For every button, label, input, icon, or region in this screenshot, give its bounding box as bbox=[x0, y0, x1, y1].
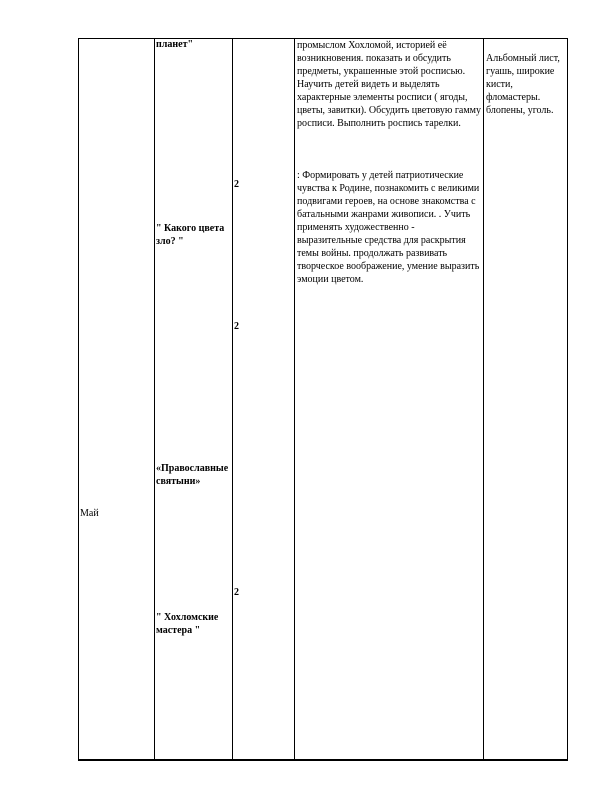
topic-title: планет" bbox=[156, 39, 194, 50]
hours-value: 2 bbox=[234, 587, 239, 598]
hours-value: 2 bbox=[234, 321, 239, 332]
table-left-border bbox=[78, 38, 79, 760]
table-right-border bbox=[567, 38, 568, 760]
column-divider bbox=[294, 38, 295, 760]
topic-title: «Православные святыни» bbox=[156, 463, 229, 487]
month-label: Май bbox=[80, 508, 99, 519]
column-divider bbox=[483, 38, 484, 760]
table-bottom-border bbox=[78, 759, 568, 761]
materials-list: Альбомный лист, гуашь, широкие кисти, фломастеры. блопены, уголь. bbox=[486, 53, 560, 116]
topic-title: " Хохломские мастера " bbox=[156, 612, 219, 636]
column-divider bbox=[232, 38, 233, 760]
column-divider bbox=[154, 38, 155, 760]
topic-title: " Какого цвета зло? " bbox=[156, 223, 225, 247]
hours-value: 2 bbox=[234, 179, 239, 190]
lesson-content: промыслом Хохломой, историей её возникновения. показать и обсудить предметы, украшенные этой росписью. Научить детей видеть и выделять характерные элементы росписи ( ягоды, цветы, завитки). Обсудить цветовую гамму росписи. Выполнить роспись тарелки. bbox=[297, 40, 482, 129]
lesson-content: : Формировать у детей патриотические чувства к Родине, познакомить с великими подвигами героев, на основе знакомства с батальными жанрами живописи. . Учить применять художественно - выразительные средства для раскрытия темы войны. продолжать развивать творческое воображение, умение выразить эмоции цветом. bbox=[297, 170, 480, 285]
